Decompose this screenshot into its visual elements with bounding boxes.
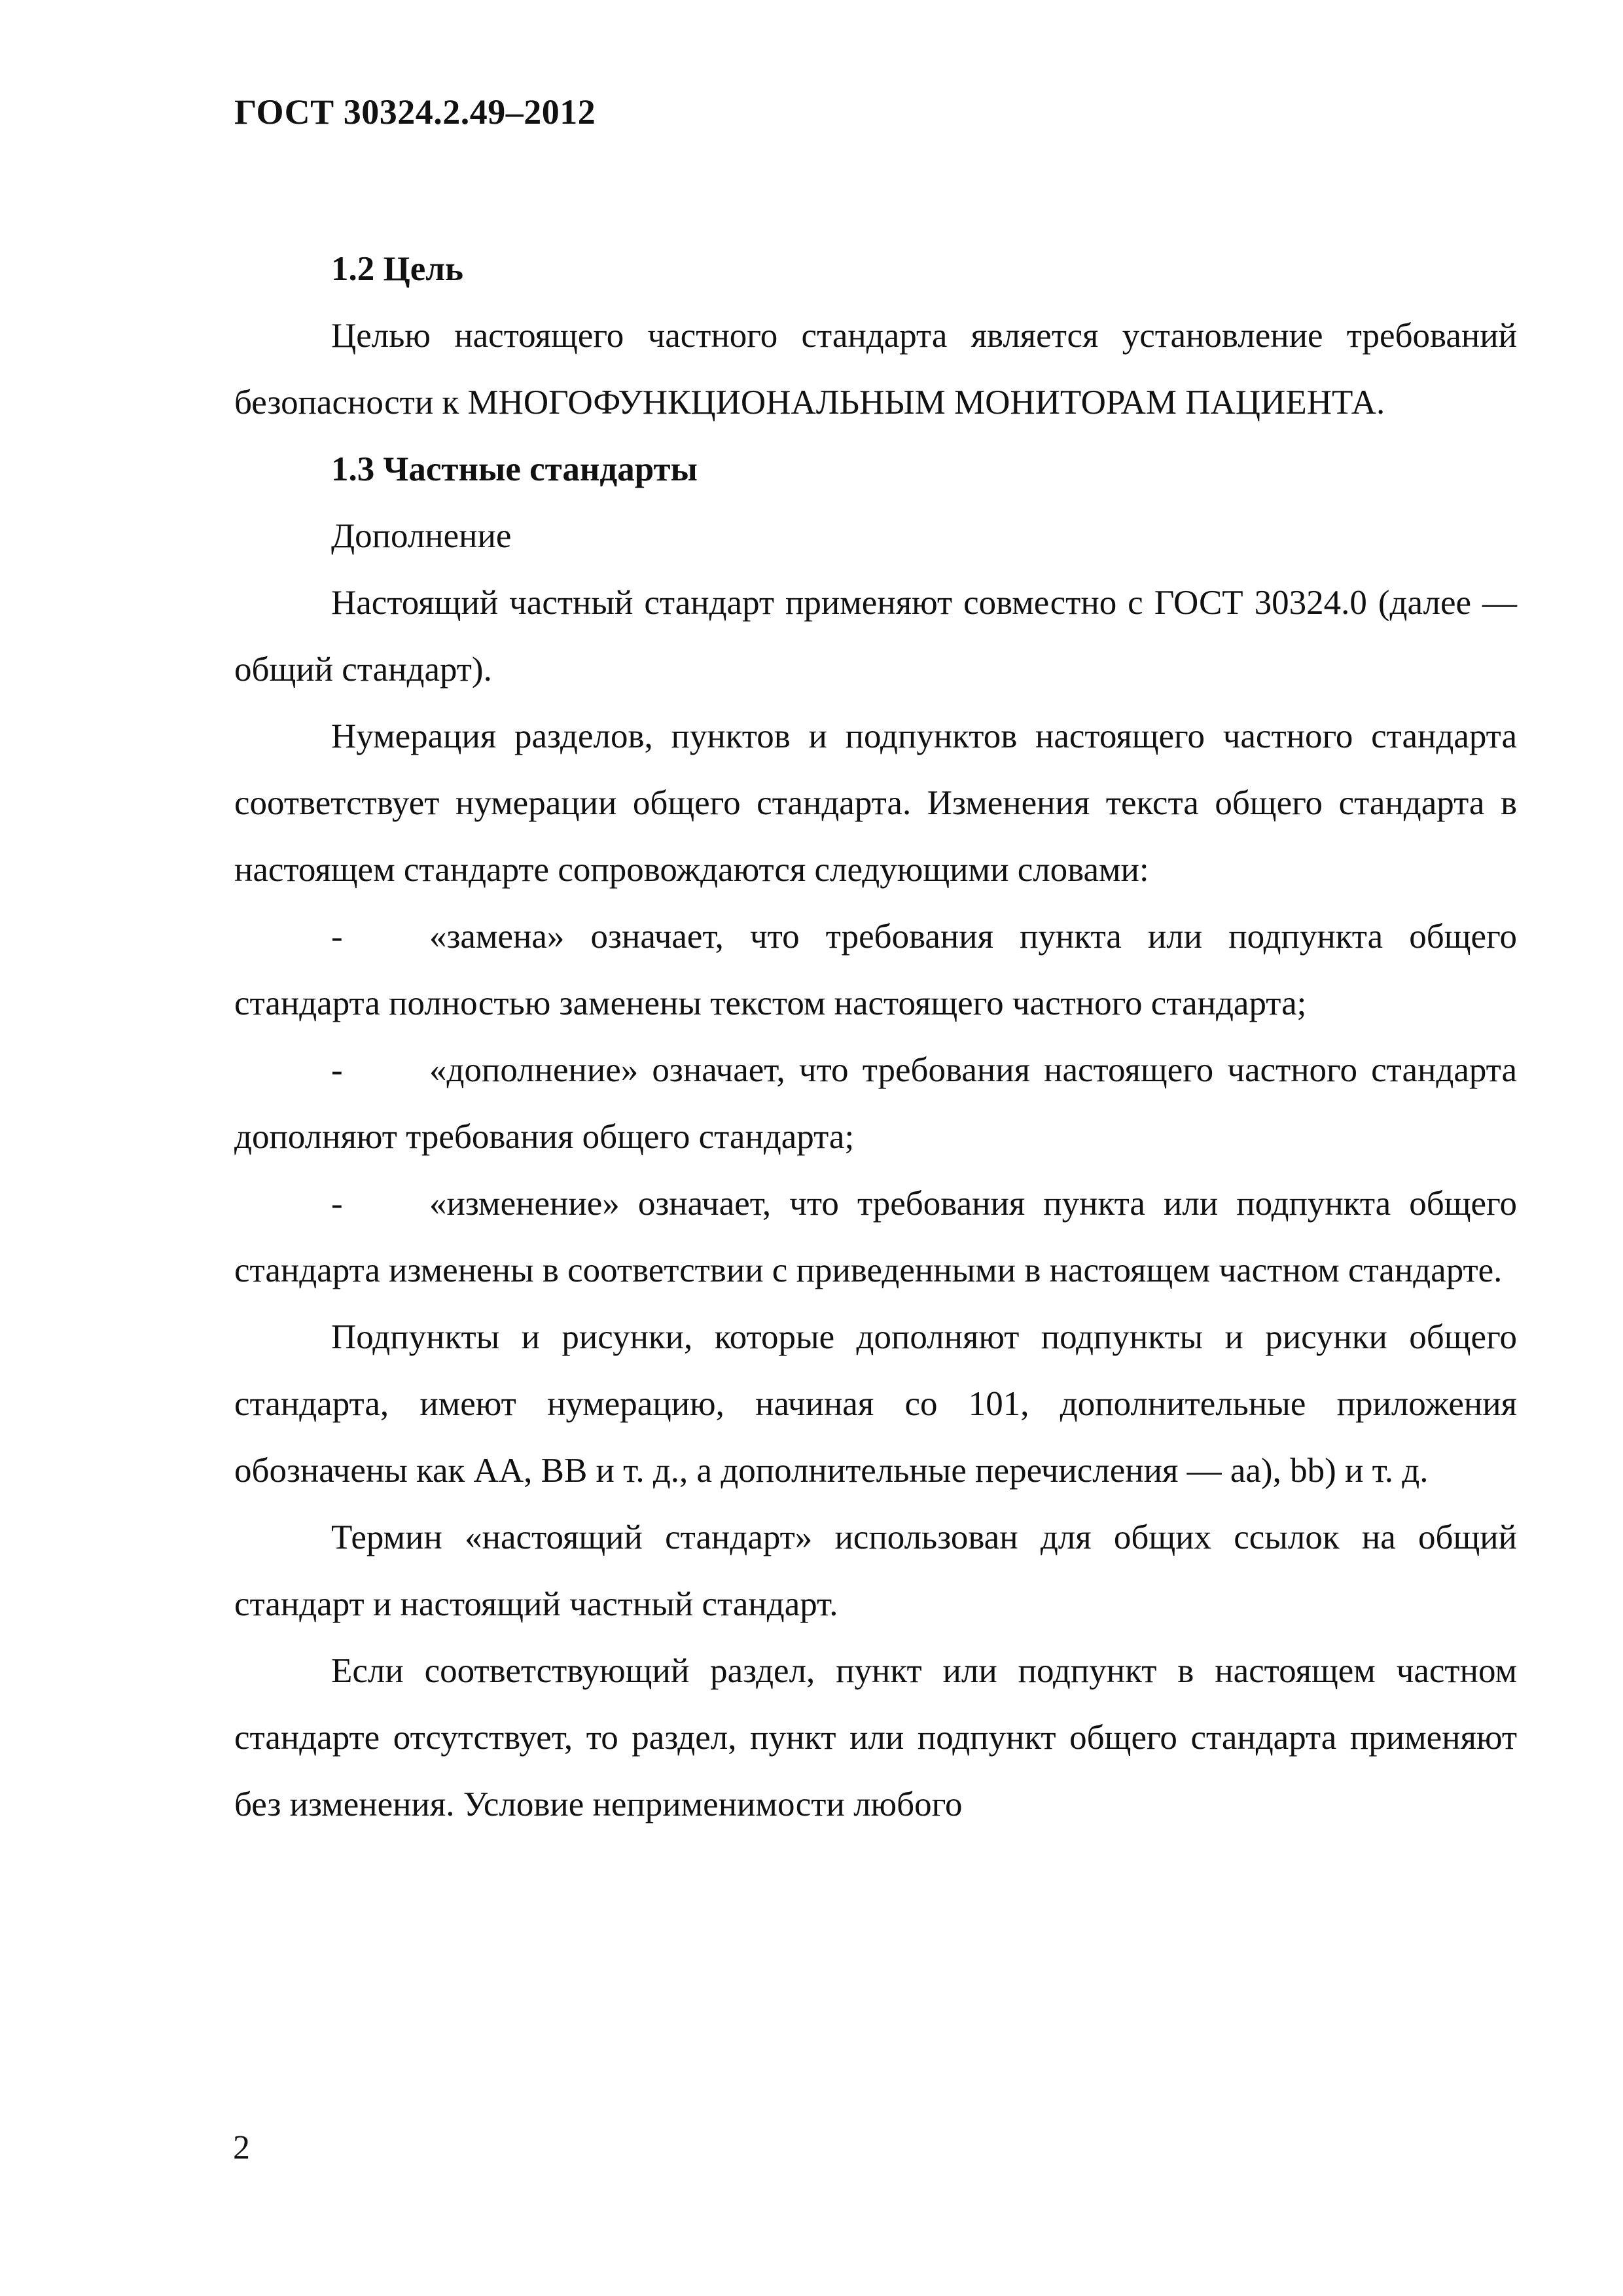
document-body <box>234 236 1517 1838</box>
document-header-code: ГОСТ 30324.2.49–2012 <box>234 92 596 132</box>
list-dash: - <box>331 1185 343 1223</box>
paragraph-addition-label: Дополнение <box>331 517 512 555</box>
paragraph-numbering: Нумерация разделов, пунктов и подпунктов настоящего частного стандарта соответствует нумерации общего стандарта. Изменения текста общего стандарта в настоящем стандарте сопровождаются следующими словами: <box>234 717 1517 889</box>
paragraph-used-with: Настоящий частный стандарт применяют совместно с ГОСТ 30324.0 (далее — общий стандарт). <box>234 584 1517 689</box>
list-item-text: «изменение» означает, что требования пункта или подпункта общего стандарта изменены в соответствии с приведенными в настоящем частном стандарте. <box>234 1185 1517 1289</box>
page-number: 2 <box>233 2129 250 2166</box>
list-item-replacement <box>234 903 1517 1037</box>
paragraph-term: Термин «настоящий стандарт» использован для общих ссылок на общий стандарт и настоящий частный стандарт. <box>234 1518 1517 1623</box>
list-dash: - <box>331 1051 343 1089</box>
section-title-1-3: 1.3 Частные стандарты <box>331 450 698 488</box>
list-item-text: «дополнение» означает, что требования настоящего частного стандарта дополняют требования общего стандарта; <box>234 1051 1517 1156</box>
paragraph-missing-clause: Если соответствующий раздел, пункт или подпункт в настоящем частном стандарте отсутствует, то раздел, пункт или подпункт общего стандарта применяют без изменения. Условие неприменимости любого <box>234 1652 1517 1823</box>
list-item-modification <box>234 1170 1517 1304</box>
paragraph-purpose: Целью настоящего частного стандарта является установление требований безопасности к МНОГОФУНКЦИОНАЛЬНЫМ МОНИТОРАМ ПАЦИЕНТА. <box>234 317 1517 422</box>
list-dash: - <box>331 918 343 956</box>
paragraph-subclauses: Подпункты и рисунки, которые дополняют подпункты и рисунки общего стандарта, имеют нумерацию, начиная со 101, дополнительные приложения обозначены как АА, ВВ и т. д., а дополнительные перечисления — аа), bb) и т. д. <box>234 1318 1517 1490</box>
list-item-addition <box>234 1037 1517 1170</box>
section-title-1-2: 1.2 Цель <box>331 250 464 288</box>
list-item-text: «замена» означает, что требования пункта или подпункта общего стандарта полностью заменены текстом настоящего частного стандарта; <box>234 918 1517 1022</box>
